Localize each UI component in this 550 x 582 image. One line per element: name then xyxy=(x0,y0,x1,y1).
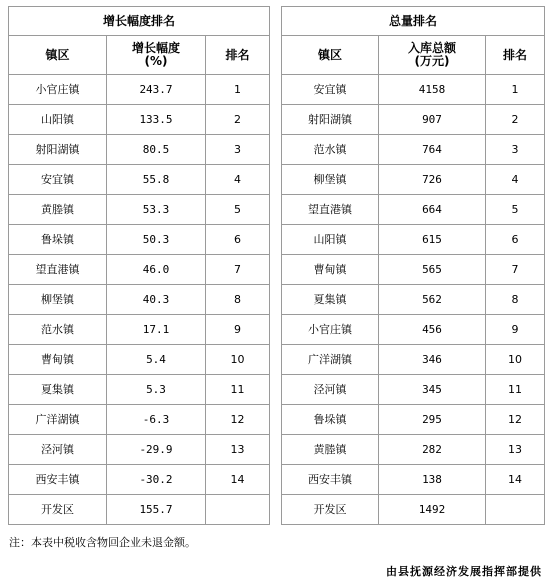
value-cell: 345 xyxy=(379,375,486,405)
column-header-town: 镇区 xyxy=(9,36,107,75)
table-row xyxy=(282,225,545,255)
rank-cell: 13 xyxy=(206,435,270,465)
value-cell: 4158 xyxy=(379,75,486,105)
rank-cell: 12 xyxy=(486,405,545,435)
value-cell: -6.3 xyxy=(107,405,206,435)
rank-cell: 4 xyxy=(206,165,270,195)
value-cell: 155.7 xyxy=(107,495,206,525)
table-row xyxy=(282,495,545,525)
value-cell: 615 xyxy=(379,225,486,255)
town-cell: 曹甸镇 xyxy=(282,255,379,285)
value-cell: 5.3 xyxy=(107,375,206,405)
value-cell: 565 xyxy=(379,255,486,285)
rank-cell xyxy=(206,495,270,525)
value-cell: 1492 xyxy=(379,495,486,525)
value-cell: 456 xyxy=(379,315,486,345)
value-cell: 295 xyxy=(379,405,486,435)
town-cell: 柳堡镇 xyxy=(9,285,107,315)
table-row xyxy=(9,195,270,225)
column-header-growth-line1: 增长幅度 xyxy=(131,41,180,55)
town-cell: 夏集镇 xyxy=(282,285,379,315)
total-ranking-table xyxy=(281,6,545,525)
town-cell: 鲁垛镇 xyxy=(282,405,379,435)
rank-cell: 13 xyxy=(486,435,545,465)
value-cell: -29.9 xyxy=(107,435,206,465)
rank-cell: 8 xyxy=(486,285,545,315)
town-cell: 泾河镇 xyxy=(9,435,107,465)
table-row xyxy=(9,465,270,495)
column-header-town: 镇区 xyxy=(282,36,379,75)
table-row xyxy=(282,105,545,135)
table-row xyxy=(9,285,270,315)
value-cell: 17.1 xyxy=(107,315,206,345)
rank-cell: 10 xyxy=(206,345,270,375)
town-cell: 黄塍镇 xyxy=(9,195,107,225)
value-cell: 53.3 xyxy=(107,195,206,225)
growth-table-title: 增长幅度排名 xyxy=(9,7,270,36)
rank-cell xyxy=(486,495,545,525)
value-cell: 346 xyxy=(379,345,486,375)
rank-cell: 6 xyxy=(206,225,270,255)
table-row xyxy=(282,285,545,315)
rank-cell: 9 xyxy=(206,315,270,345)
rank-cell: 12 xyxy=(206,405,270,435)
value-cell: 50.3 xyxy=(107,225,206,255)
town-cell: 望直港镇 xyxy=(282,195,379,225)
value-cell: 726 xyxy=(379,165,486,195)
table-row xyxy=(282,375,545,405)
table-header-row xyxy=(282,36,545,75)
rank-cell: 11 xyxy=(486,375,545,405)
table-row xyxy=(282,465,545,495)
value-cell: 138 xyxy=(379,465,486,495)
column-header-growth-line2: (%) xyxy=(144,54,168,68)
rank-cell: 9 xyxy=(486,315,545,345)
column-header-rank: 排名 xyxy=(486,36,545,75)
table-row xyxy=(282,315,545,345)
rank-cell: 11 xyxy=(206,375,270,405)
column-header-amount-line2: (万元) xyxy=(414,54,450,68)
value-cell: 764 xyxy=(379,135,486,165)
table-header-row xyxy=(9,36,270,75)
value-cell: 5.4 xyxy=(107,345,206,375)
column-header-rank: 排名 xyxy=(206,36,270,75)
town-cell: 曹甸镇 xyxy=(9,345,107,375)
value-cell: 46.0 xyxy=(107,255,206,285)
value-cell: 243.7 xyxy=(107,75,206,105)
value-cell: 40.3 xyxy=(107,285,206,315)
table-row xyxy=(9,225,270,255)
rank-cell: 5 xyxy=(206,195,270,225)
table-row xyxy=(9,105,270,135)
table-row xyxy=(282,405,545,435)
table-title-row xyxy=(282,7,545,36)
rank-cell: 5 xyxy=(486,195,545,225)
rank-cell: 2 xyxy=(206,105,270,135)
rank-cell: 4 xyxy=(486,165,545,195)
column-header-amount-line1: 入库总额 xyxy=(407,41,456,55)
table-row xyxy=(282,435,545,465)
column-header-growth xyxy=(107,36,206,75)
rank-cell: 1 xyxy=(486,75,545,105)
table-row xyxy=(9,75,270,105)
town-cell: 西安丰镇 xyxy=(282,465,379,495)
table-row xyxy=(282,75,545,105)
table-row xyxy=(9,315,270,345)
table-row xyxy=(282,195,545,225)
provider-credit: 由县抚源经济发展指挥部提供 xyxy=(386,565,542,578)
column-header-amount xyxy=(379,36,486,75)
value-cell: 80.5 xyxy=(107,135,206,165)
table-row xyxy=(282,345,545,375)
town-cell: 范水镇 xyxy=(9,315,107,345)
table-row xyxy=(9,495,270,525)
town-cell: 射阳湖镇 xyxy=(282,105,379,135)
value-cell: 55.8 xyxy=(107,165,206,195)
rank-cell: 14 xyxy=(486,465,545,495)
town-cell: 广洋湖镇 xyxy=(9,405,107,435)
town-cell: 射阳湖镇 xyxy=(9,135,107,165)
value-cell: 664 xyxy=(379,195,486,225)
town-cell: 山阳镇 xyxy=(9,105,107,135)
rank-cell: 6 xyxy=(486,225,545,255)
table-row xyxy=(282,165,545,195)
table-row xyxy=(9,435,270,465)
value-cell: 282 xyxy=(379,435,486,465)
town-cell: 夏集镇 xyxy=(9,375,107,405)
rank-cell: 2 xyxy=(486,105,545,135)
rank-cell: 8 xyxy=(206,285,270,315)
town-cell: 广洋湖镇 xyxy=(282,345,379,375)
town-cell: 泾河镇 xyxy=(282,375,379,405)
town-cell: 范水镇 xyxy=(282,135,379,165)
town-cell: 西安丰镇 xyxy=(9,465,107,495)
rank-cell: 14 xyxy=(206,465,270,495)
growth-ranking-table xyxy=(8,6,270,525)
town-cell: 开发区 xyxy=(9,495,107,525)
town-cell: 鲁垛镇 xyxy=(9,225,107,255)
town-cell: 小官庄镇 xyxy=(282,315,379,345)
value-cell: 907 xyxy=(379,105,486,135)
table-row xyxy=(9,345,270,375)
town-cell: 望直港镇 xyxy=(9,255,107,285)
table-row xyxy=(282,255,545,285)
total-table-title: 总量排名 xyxy=(282,7,545,36)
rank-cell: 7 xyxy=(206,255,270,285)
table-row xyxy=(9,405,270,435)
town-cell: 小官庄镇 xyxy=(9,75,107,105)
rank-cell: 7 xyxy=(486,255,545,285)
rank-cell: 10 xyxy=(486,345,545,375)
table-row xyxy=(9,165,270,195)
rank-cell: 1 xyxy=(206,75,270,105)
table-row xyxy=(9,255,270,285)
town-cell: 安宜镇 xyxy=(282,75,379,105)
table-row xyxy=(282,135,545,165)
value-cell: 133.5 xyxy=(107,105,206,135)
town-cell: 开发区 xyxy=(282,495,379,525)
value-cell: 562 xyxy=(379,285,486,315)
value-cell: -30.2 xyxy=(107,465,206,495)
rank-cell: 3 xyxy=(486,135,545,165)
rank-cell: 3 xyxy=(206,135,270,165)
table-row xyxy=(9,375,270,405)
table-title-row xyxy=(9,7,270,36)
town-cell: 黄塍镇 xyxy=(282,435,379,465)
town-cell: 山阳镇 xyxy=(282,225,379,255)
table-row xyxy=(9,135,270,165)
town-cell: 安宜镇 xyxy=(9,165,107,195)
town-cell: 柳堡镇 xyxy=(282,165,379,195)
footnote: 注：本表中税收含物回企业未退金额。 xyxy=(9,536,196,549)
